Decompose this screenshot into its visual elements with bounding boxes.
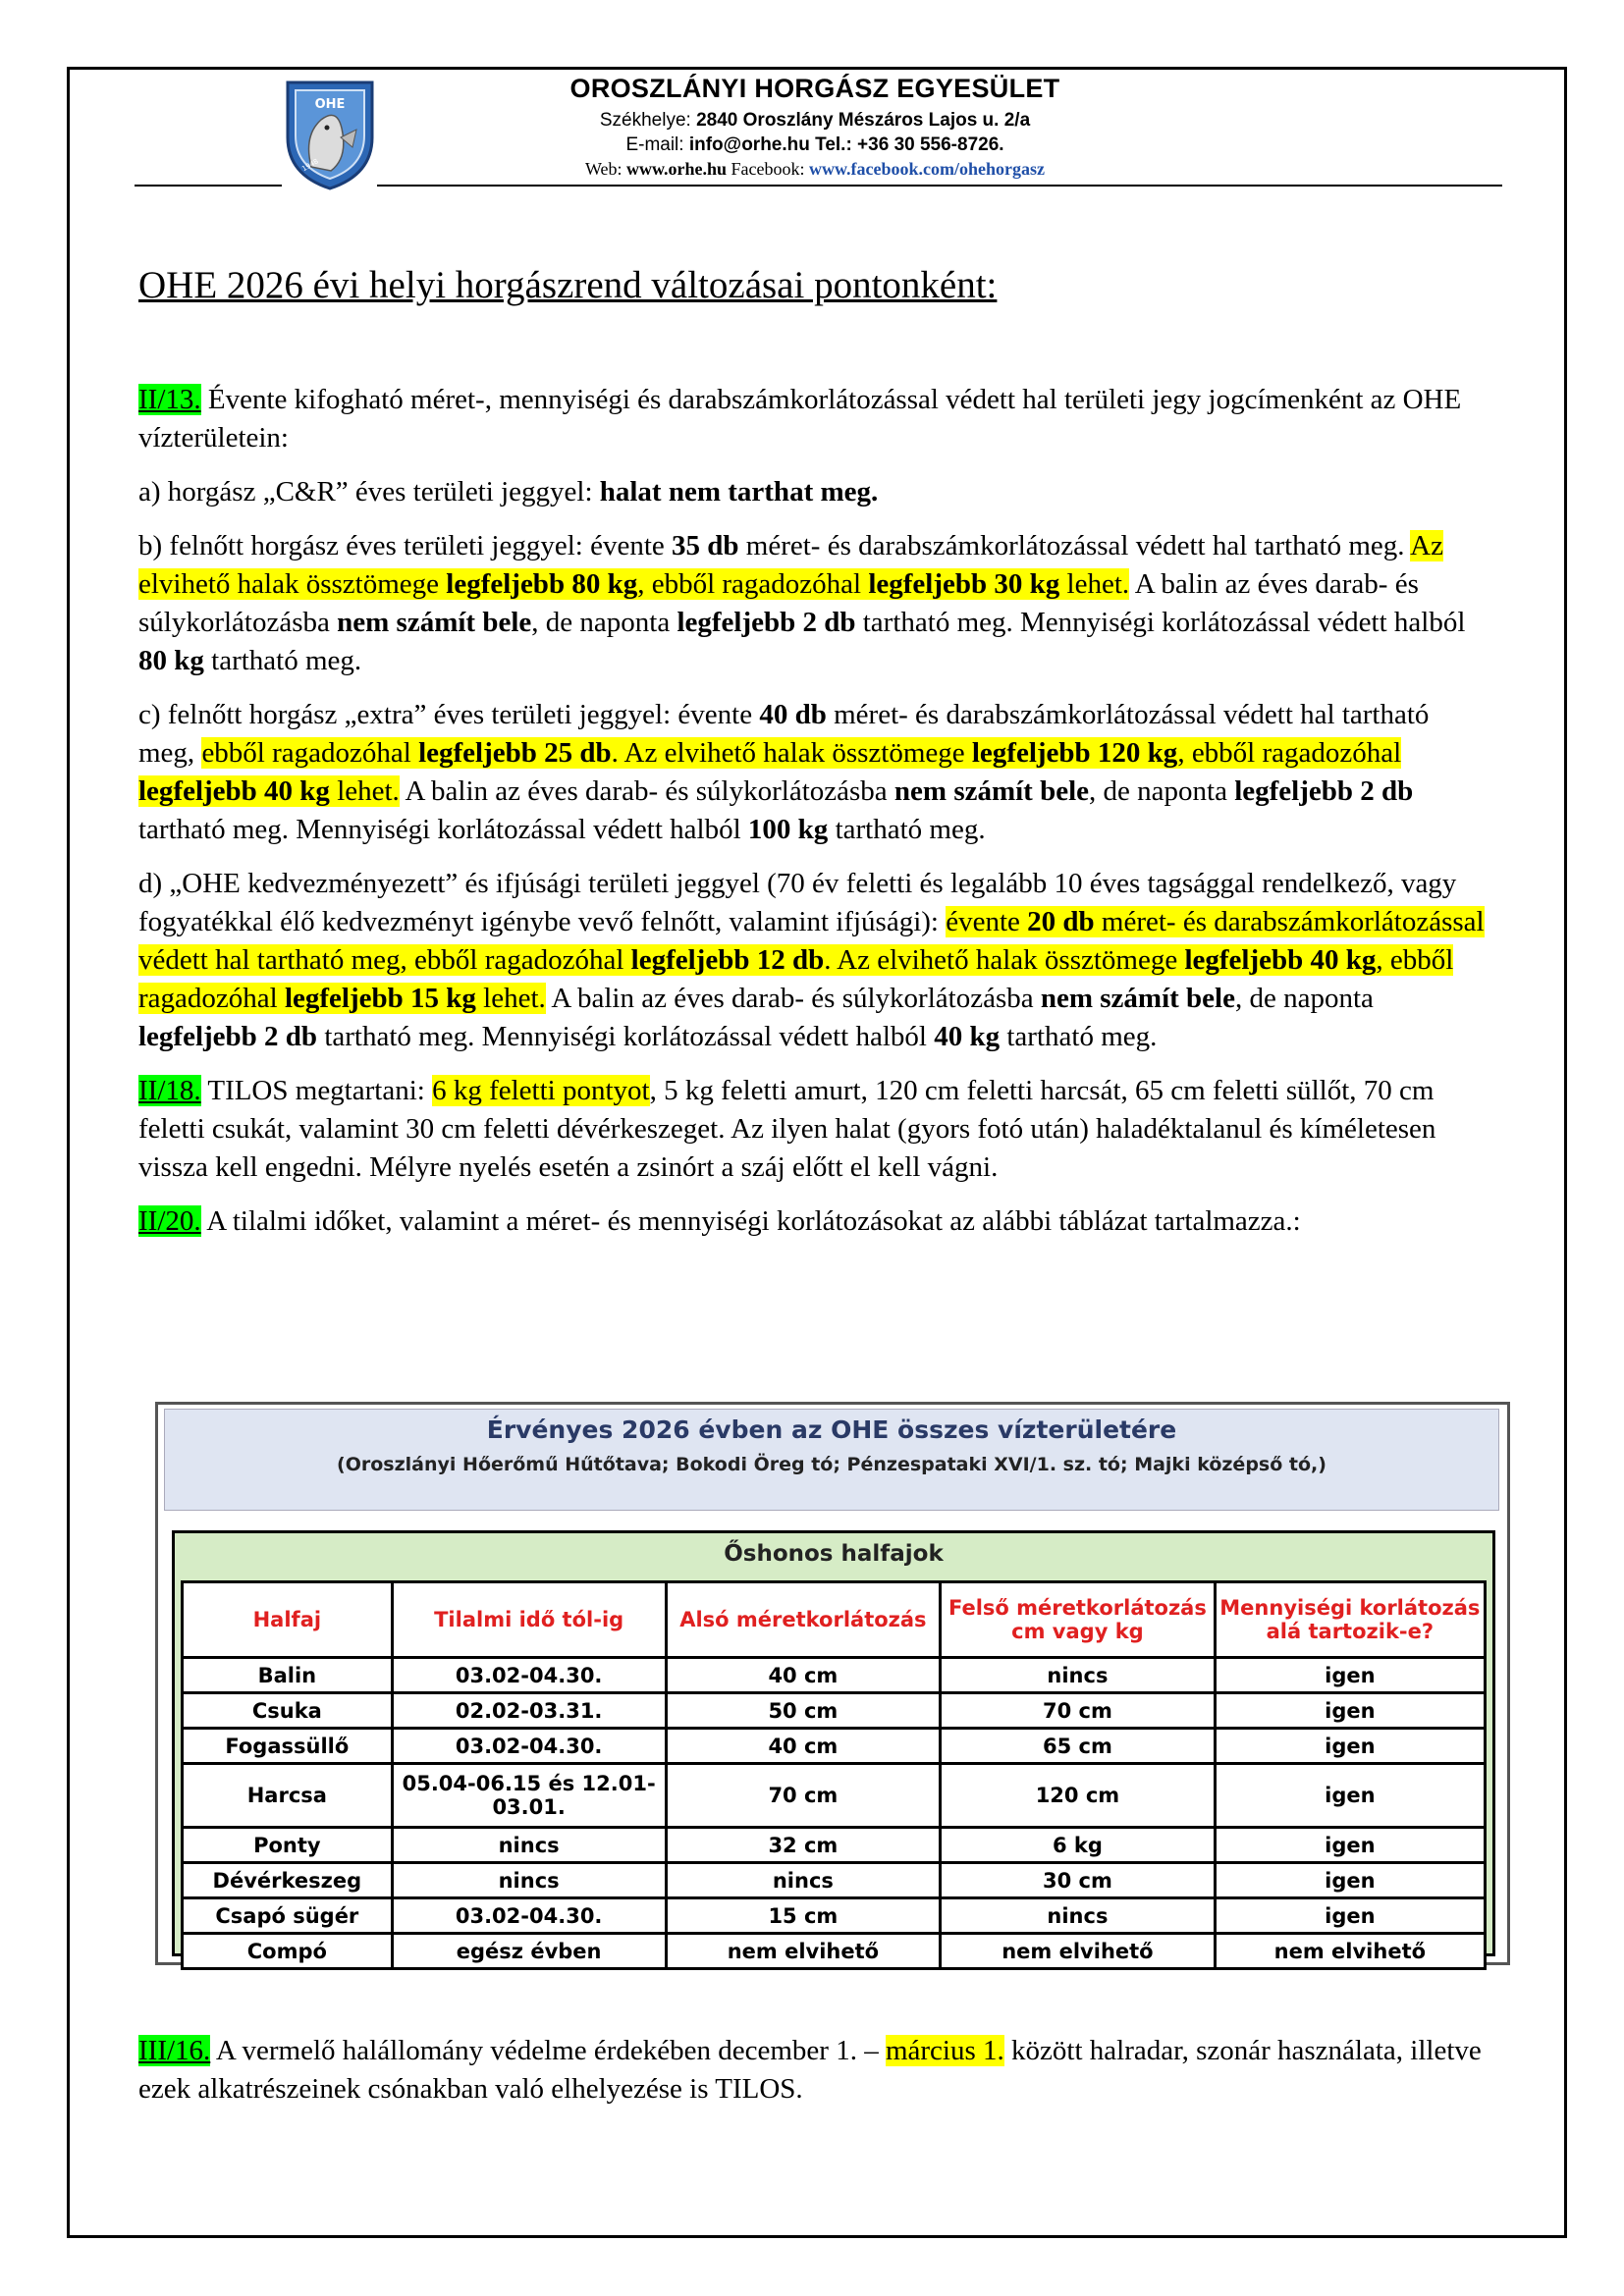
- table-cell: Csapó sügér: [183, 1898, 393, 1934]
- section-ii-18: II/18. TILOS megtartani: 6 kg feletti pontyot, 5 kg feletti amurt, 120 cm feletti harcsát, 65 cm feletti süllőt, 70 cm feletti csukát, valamint 30 cm feletti dévérkeszeget. Az ilyen halat (gyors fotó után) haladéktalanul és kíméletesen vissza kell engedni. Mélyre nyelés esetén a zsinórt a száj előtt el kell vágni.: [138, 1075, 1436, 1183]
- organization-name: OROSZLÁNYI HORGÁSZ EGYESÜLET: [569, 74, 1060, 103]
- rules-body-upper: [138, 381, 1491, 1256]
- table-row: [183, 1828, 1486, 1863]
- table-cell: nem elvihető: [941, 1934, 1216, 1969]
- table-cell: 70 cm: [941, 1693, 1216, 1729]
- table-subtitle: (Oroszlányi Hőerőmű Hűtőtava; Bokodi Öreg tó; Pénzespataki XVI/1. sz. tó; Majki középső tó,): [337, 1454, 1326, 1475]
- table-cell: 15 cm: [666, 1898, 941, 1934]
- section-ii-13: II/13. Évente kifogható méret-, mennyiségi és darabszámkorlátozással védett hal területi jegy jogcímenként az OHE vízterületein:: [138, 384, 1462, 454]
- table-cell: 70 cm: [666, 1764, 941, 1828]
- column-header: Felső méretkorlátozás cm vagy kg: [941, 1582, 1216, 1658]
- table-cell: nincs: [941, 1658, 1216, 1693]
- table-heading: [164, 1409, 1499, 1511]
- table-cell: 03.02-04.30.: [392, 1898, 666, 1934]
- table-cell: Ponty: [183, 1828, 393, 1863]
- table-cell: igen: [1215, 1764, 1485, 1828]
- table-cell: nincs: [392, 1863, 666, 1898]
- table-cell: 03.02-04.30.: [392, 1658, 666, 1693]
- table-cell: 65 cm: [941, 1729, 1216, 1764]
- seat-line: Székhelye: 2840 Oroszlány Mészáros Lajos u. 2/a: [599, 110, 1031, 131]
- species-grid: [181, 1580, 1487, 1970]
- table-cell: nincs: [666, 1863, 941, 1898]
- web-line: Web: www.orhe.hu Facebook: www.facebook.com/ohehorgasz: [584, 159, 1046, 179]
- rule-c: c) felnőtt horgász „extra” éves területi jeggyel: évente 40 db méret- és darabszámkorlátozással védett hal tartható meg, ebből ragadozóhal legfeljebb 25 db. Az elvihető halak össztömege legfeljebb 120 kg, ebből ragadozóhal legfeljebb 40 kg lehet. A balin az éves darab- és súlykorlátozásba nem számít bele, de naponta legfeljebb 2 db tartható meg. Mennyiségi korlátozással védett halból 100 kg tartható meg.: [138, 699, 1430, 845]
- table-row: [183, 1693, 1486, 1729]
- section-tag: II/20.: [138, 1205, 201, 1237]
- table-cell: igen: [1215, 1898, 1485, 1934]
- table-header-row: [183, 1582, 1486, 1658]
- table-cell: igen: [1215, 1828, 1485, 1863]
- table-cell: Fogassüllő: [183, 1729, 393, 1764]
- table-row: [183, 1729, 1486, 1764]
- table-row: [183, 1934, 1486, 1969]
- table-cell: nem elvihető: [666, 1934, 941, 1969]
- table-cell: Compó: [183, 1934, 393, 1969]
- table-cell: 6 kg: [941, 1828, 1216, 1863]
- regulation-table: [155, 1402, 1510, 1965]
- table-cell: 120 cm: [941, 1764, 1216, 1828]
- email-line: E-mail: info@orhe.hu Tel.: +36 30 556-8726.: [625, 134, 1004, 155]
- ohe-logo-icon: [282, 77, 378, 192]
- table-cell: 02.02-03.31.: [392, 1693, 666, 1729]
- table-row: [183, 1764, 1486, 1828]
- section-tag: II/18.: [138, 1075, 201, 1106]
- table-cell: nincs: [392, 1828, 666, 1863]
- table-cell: 30 cm: [941, 1863, 1216, 1898]
- rules-body-lower: [138, 2032, 1491, 2124]
- table-row: [183, 1658, 1486, 1693]
- table-cell: 40 cm: [666, 1658, 941, 1693]
- table-cell: Csuka: [183, 1693, 393, 1729]
- table-cell: egész évben: [392, 1934, 666, 1969]
- section-tag: II/13.: [138, 384, 201, 415]
- table-cell: Dévérkeszeg: [183, 1863, 393, 1898]
- table-cell: igen: [1215, 1863, 1485, 1898]
- table-cell: igen: [1215, 1729, 1485, 1764]
- svg-text:1948: 1948: [300, 157, 320, 174]
- table-row: [183, 1863, 1486, 1898]
- table-cell: Harcsa: [183, 1764, 393, 1828]
- document-title: OHE 2026 évi helyi horgászrend változásai pontonként:: [138, 264, 998, 306]
- column-header: Tilalmi idő tól-ig: [392, 1582, 666, 1658]
- column-header: Alsó méretkorlátozás: [666, 1582, 941, 1658]
- native-species-label: Őshonos halfajok: [724, 1541, 944, 1567]
- rule-b: b) felnőtt horgász éves területi jeggyel: évente 35 db méret- és darabszámkorlátozással védett hal tartható meg. Az elvihető halak össztömege legfeljebb 80 kg, ebből ragadozóhal legfeljebb 30 kg lehet. A balin az éves darab- és súlykorlátozásba nem számít bele, de naponta legfeljebb 2 db tartható meg. Mennyiségi korlátozással védett halból 80 kg tartható meg.: [138, 530, 1466, 676]
- svg-text:OHE: OHE: [314, 97, 346, 112]
- facebook-link[interactable]: www.facebook.com/ohehorgasz: [809, 159, 1046, 179]
- column-header: Mennyiségi korlátozás alá tartozik-e?: [1215, 1582, 1485, 1658]
- header-divider-right: [377, 185, 1502, 187]
- table-row: [183, 1898, 1486, 1934]
- table-cell: nem elvihető: [1215, 1934, 1485, 1969]
- table-cell: 32 cm: [666, 1828, 941, 1863]
- column-header: Halfaj: [183, 1582, 393, 1658]
- table-cell: nincs: [941, 1898, 1216, 1934]
- table-cell: 03.02-04.30.: [392, 1729, 666, 1764]
- section-iii-16: III/16. A vermelő halállomány védelme érdekében december 1. – március 1. között halradar, szonár használata, illetve ezek alkatrészeinek csónakban való elhelyezése is TILOS.: [138, 2035, 1482, 2105]
- table-cell: Balin: [183, 1658, 393, 1693]
- table-cell: igen: [1215, 1693, 1485, 1729]
- section-ii-20: II/20. A tilalmi időket, valamint a méret- és mennyiségi korlátozásokat az alábbi táblázat tartalmazza.:: [138, 1205, 1301, 1237]
- table-cell: 05.04-06.15 és 12.01-03.01.: [392, 1764, 666, 1828]
- header-divider-left: [135, 185, 282, 187]
- section-tag: III/16.: [138, 2035, 211, 2066]
- table-title: Érvényes 2026 évben az OHE összes vízterületére: [486, 1415, 1177, 1444]
- rule-a: a) horgász „C&R” éves területi jeggyel: halat nem tarthat meg.: [138, 476, 879, 507]
- table-cell: 40 cm: [666, 1729, 941, 1764]
- native-species-block: [172, 1530, 1495, 1963]
- table-cell: 50 cm: [666, 1693, 941, 1729]
- table-cell: igen: [1215, 1658, 1485, 1693]
- rule-d: d) „OHE kedvezményezett” és ifjúsági területi jeggyel (70 év feletti és legalább 10 éves tagsággal rendelkező, vagy fogyatékkal élő kedvezményt igénybe vevő felnőtt, valamint ifjúsági): évente 20 db méret- és darabszámkorlátozással védett hal tartható meg, ebből ragadozóhal legfeljebb 12 db. Az elvihető halak össztömege legfeljebb 40 kg, ebből ragadozóhal legfeljebb 15 kg lehet. A balin az éves darab- és súlykorlátozásba nem számít bele, de naponta legfeljebb 2 db tartható meg. Mennyiségi korlátozással védett halból 40 kg tartható meg.: [138, 868, 1485, 1052]
